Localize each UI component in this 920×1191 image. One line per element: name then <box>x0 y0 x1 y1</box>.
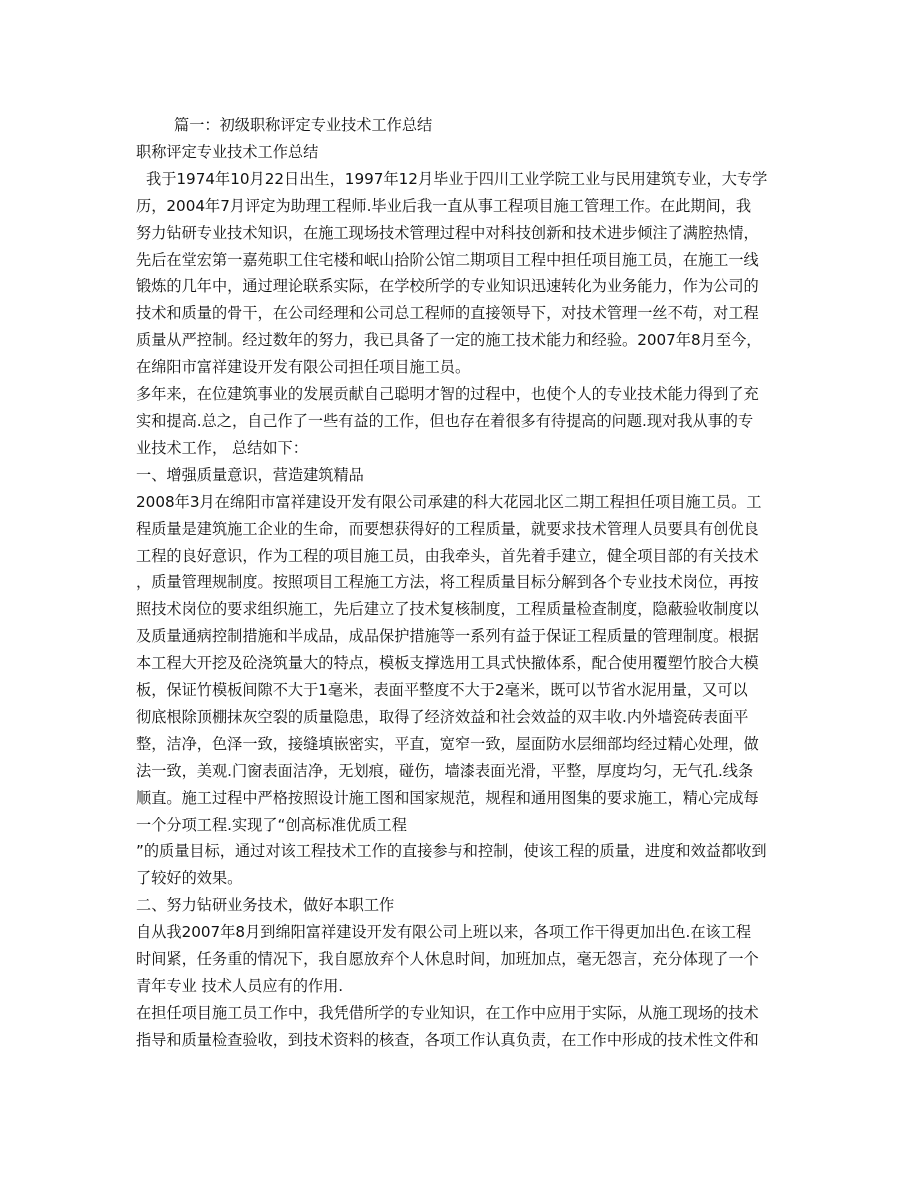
text-line: 照技术岗位的要求组织施工，先后建立了技术复核制度，工程质量检查制度，隐蔽验收制度以 <box>136 600 759 619</box>
text-line: 程质量是建筑施工企业的生命，而要想获得好的工程质量，就要求技术管理人员要具有创优良 <box>136 519 759 538</box>
text-line: 及质量通病控制措施和半成品，成品保护措施等一系列有益于保证工程质量的管理制度。根据 <box>136 627 759 646</box>
text-line: 在担任项目施工员工作中，我凭借所学的专业知识，在工作中应用于实际，从施工现场的技术 <box>136 1003 759 1022</box>
text-line: ”的质量目标，通过对该工程技术工作的直接参与和控制，使该工程的质量，进度和效益都收到 <box>136 842 767 861</box>
text-line: 时间紧，任务重的情况下，我自愿放弃个人休息时间，加班加点，毫无怨言，充分体现了一个 <box>136 950 759 969</box>
text-line: 了较好的效果。 <box>136 869 243 888</box>
text-line: 2008年3月在绵阳市富祥建设开发有限公司承建的科大花园北区二期工程担任项目施工员。工 <box>136 492 762 511</box>
text-line: ，质量管理规制度。按照项目工程施工方法，将工程质量目标分解到各个专业技术岗位，再按 <box>136 573 759 592</box>
document-body <box>136 112 786 1054</box>
text-line: 努力钻研专业技术知识，在施工现场技术管理过程中对科技创新和技术进步倾注了满腔热情， <box>136 223 759 242</box>
document-title: 职称评定专业技术工作总结 <box>136 142 319 161</box>
text-line: 指导和质量检查验收，到技术资料的核查，各项工作认真负责，在工作中形成的技术性文件和 <box>136 1030 759 1049</box>
text-line: 一个分项工程.实现了“创高标准优质工程 <box>136 815 407 834</box>
text-line: 本工程大开挖及砼浇筑量大的特点，模板支撑选用工具式快撤体系，配合使用覆塑竹胶合大模 <box>136 654 759 673</box>
text-line: 锻炼的几年中，通过理论联系实际，在学校所学的专业知识迅速转化为业务能力，作为公司的 <box>136 277 759 296</box>
text-line: 整，洁净，色泽一致，接缝填嵌密实，平直，宽窄一致，屋面防水层细部均经过精心处理，做 <box>136 734 759 753</box>
text-line: 技术和质量的骨干，在公司经理和公司总工程师的直接领导下，对技术管理一丝不苟，对工程 <box>136 304 759 323</box>
text-line: 彻底根除顶棚抹灰空裂的质量隐患，取得了经济效益和社会效益的双丰收.内外墙瓷砖表面平 <box>136 707 749 726</box>
text-line: 板，保证竹模板间隙不大于1毫米，表面平整度不大于2毫米，既可以节省水泥用量，又可以 <box>136 681 748 700</box>
text-line: 实和提高.总之，自己作了一些有益的工作，但也存在着很多有待提高的问题.现对我从事的专 <box>136 411 754 430</box>
text-line: 我于1974年10月22日出生，1997年12月毕业于四川工业学院工业与民用建筑专业，大专学 <box>146 169 768 188</box>
text-line: 青年专业 技术人员应有的作用. <box>136 977 344 995</box>
text-line: 自从我2007年8月到绵阳富祥建设开发有限公司上班以来，各项工作干得更加出色.在该工程 <box>136 923 752 942</box>
section-heading: 篇一：初级职称评定专业技术工作总结 <box>174 116 433 134</box>
text-line: 先后在堂宏第一嘉苑职工住宅楼和岷山拾阶公馆二期项目工程中担任项目施工员，在施工一线 <box>136 250 759 269</box>
section-heading: 二、努力钻研业务技术，做好本职工作 <box>136 896 395 915</box>
text-line: 法一致，美观.门窗表面洁净，无划痕，碰伤，墙漆表面光滑，平整，厚度均匀，无气孔.线条 <box>136 761 754 780</box>
section-heading: 一、增强质量意识，营造建筑精品 <box>136 465 364 484</box>
text-line: 顺直。施工过程中严格按照设计施工图和国家规范，规程和通用图集的要求施工，精心完成每 <box>136 788 759 807</box>
text-line: 质量从严控制。经过数年的努力，我已具备了一定的施工技术能力和经验。2007年8月至今， <box>136 331 762 350</box>
text-line: 业技术工作， 总结如下： <box>136 438 308 457</box>
text-line: 历，2004年7月评定为助理工程师.毕业后我一直从事工程项目施工管理工作。在此期间，我 <box>136 196 752 215</box>
text-line: 在绵阳市富祥建设开发有限公司担任项目施工员。 <box>136 358 471 377</box>
text-line: 工程的良好意识，作为工程的项目施工员，由我牵头，首先着手建立，健全项目部的有关技术 <box>136 546 759 565</box>
text-line: 多年来，在位建筑事业的发展贡献自己聪明才智的过程中，也使个人的专业技术能力得到了充 <box>136 385 759 404</box>
